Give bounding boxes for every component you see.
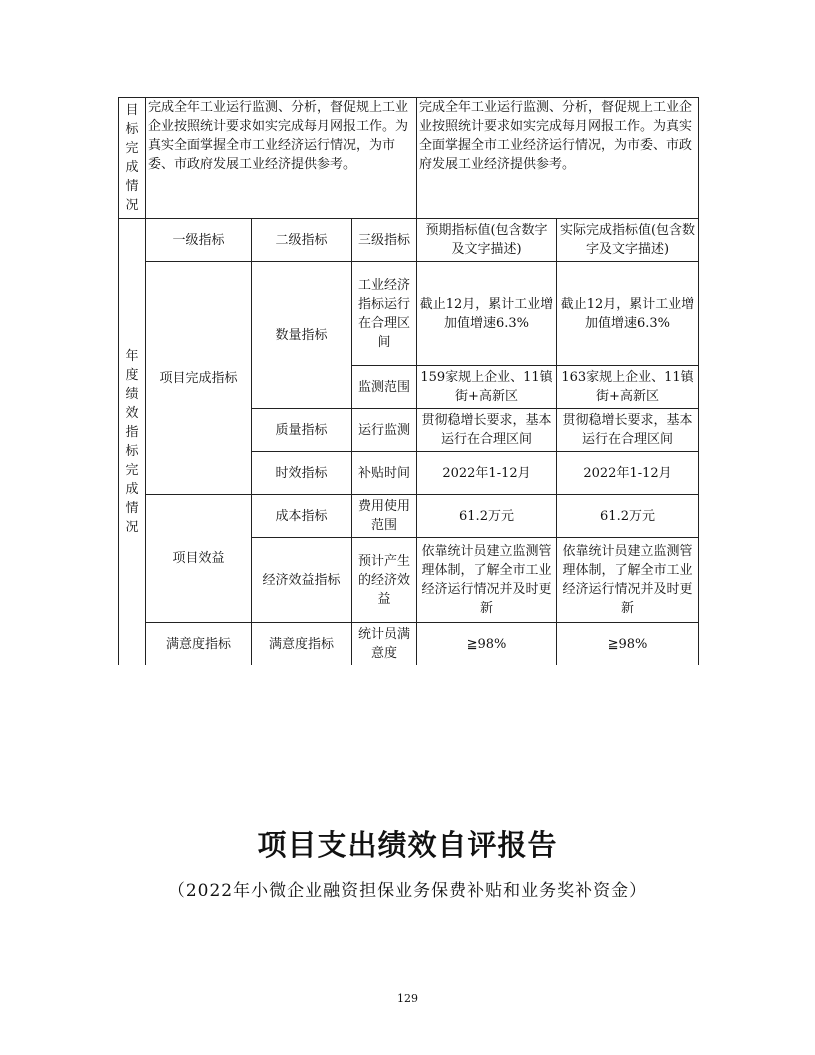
header-level1: 一级指标	[146, 219, 252, 262]
indicator-section-label: 年度绩效指标完成情况	[125, 349, 139, 535]
expected-cell: 61.2万元	[417, 495, 557, 538]
expected-cell: ≧98%	[417, 623, 557, 666]
level3-cell: 运行监测	[352, 409, 417, 452]
level3-cell: 监测范围	[352, 366, 417, 409]
level1-cell: 项目完成指标	[146, 262, 252, 495]
level3-cell: 费用使用范围	[352, 495, 417, 538]
actual-cell: 61.2万元	[557, 495, 699, 538]
indicator-header-row	[119, 219, 699, 262]
goal-planned-text: 完成全年工业运行监测、分析，督促规上工业企业按照统计要求如实完成每月网报工作。为真实全面掌握全市工业经济运行情况，为市委、市政府发展工业经济提供参考。	[146, 98, 417, 219]
expected-cell: 2022年1-12月	[417, 452, 557, 495]
report-subtitle: （2022年小微企业融资担保业务保费补贴和业务奖补资金）	[167, 881, 648, 901]
header-level2: 二级指标	[252, 219, 352, 262]
level2-cell: 满意度指标	[252, 623, 352, 666]
level1-cell: 项目效益	[146, 495, 252, 623]
level2-cell: 成本指标	[252, 495, 352, 538]
header-actual: 实际完成指标值(包含数字及文字描述)	[557, 219, 699, 262]
expected-cell: 贯彻稳增长要求，基本运行在合理区间	[417, 409, 557, 452]
table-row	[119, 262, 699, 366]
level2-cell: 质量指标	[252, 409, 352, 452]
level1-cell: 满意度指标	[146, 623, 252, 666]
level3-cell: 补贴时间	[352, 452, 417, 495]
goal-row	[119, 98, 699, 219]
level3-cell: 预计产生的经济效益	[352, 538, 417, 623]
level3-cell: 统计员满意度	[352, 623, 417, 666]
actual-cell: 贯彻稳增长要求，基本运行在合理区间	[557, 409, 699, 452]
actual-cell: 依靠统计员建立监测管理体制，了解全市工业经济运行情况并及时更新	[557, 538, 699, 623]
level2-cell: 时效指标	[252, 452, 352, 495]
expected-cell: 截止12月，累计工业增加值增速6.3%	[417, 262, 557, 366]
level2-cell: 数量指标	[252, 262, 352, 409]
performance-table	[118, 97, 699, 665]
table-row	[119, 623, 699, 666]
expected-cell: 依靠统计员建立监测管理体制，了解全市工业经济运行情况并及时更新	[417, 538, 557, 623]
goal-header-cell	[119, 98, 146, 219]
table-row	[119, 495, 699, 538]
header-expected: 预期指标值(包含数字及文字描述)	[417, 219, 557, 262]
page-number: 129	[397, 992, 418, 1005]
header-level3: 三级指标	[352, 219, 417, 262]
actual-cell: 2022年1-12月	[557, 452, 699, 495]
goal-actual-text: 完成全年工业运行监测、分析，督促规上工业企业按照统计要求如实完成每月网报工作。为真实全面掌握全市工业经济运行情况，为市委、市政府发展工业经济提供参考。	[417, 98, 699, 219]
actual-cell: 163家规上企业、11镇街+高新区	[557, 366, 699, 409]
expected-cell: 159家规上企业、11镇街+高新区	[417, 366, 557, 409]
actual-cell: 截止12月，累计工业增加值增速6.3%	[557, 262, 699, 366]
indicator-section-cell	[119, 219, 146, 666]
goal-header: 目标完成情况	[125, 103, 139, 213]
actual-cell: ≧98%	[557, 623, 699, 666]
level2-cell: 经济效益指标	[252, 538, 352, 623]
report-title: 项目支出绩效自评报告	[257, 828, 558, 862]
level3-cell: 工业经济指标运行在合理区间	[352, 262, 417, 366]
